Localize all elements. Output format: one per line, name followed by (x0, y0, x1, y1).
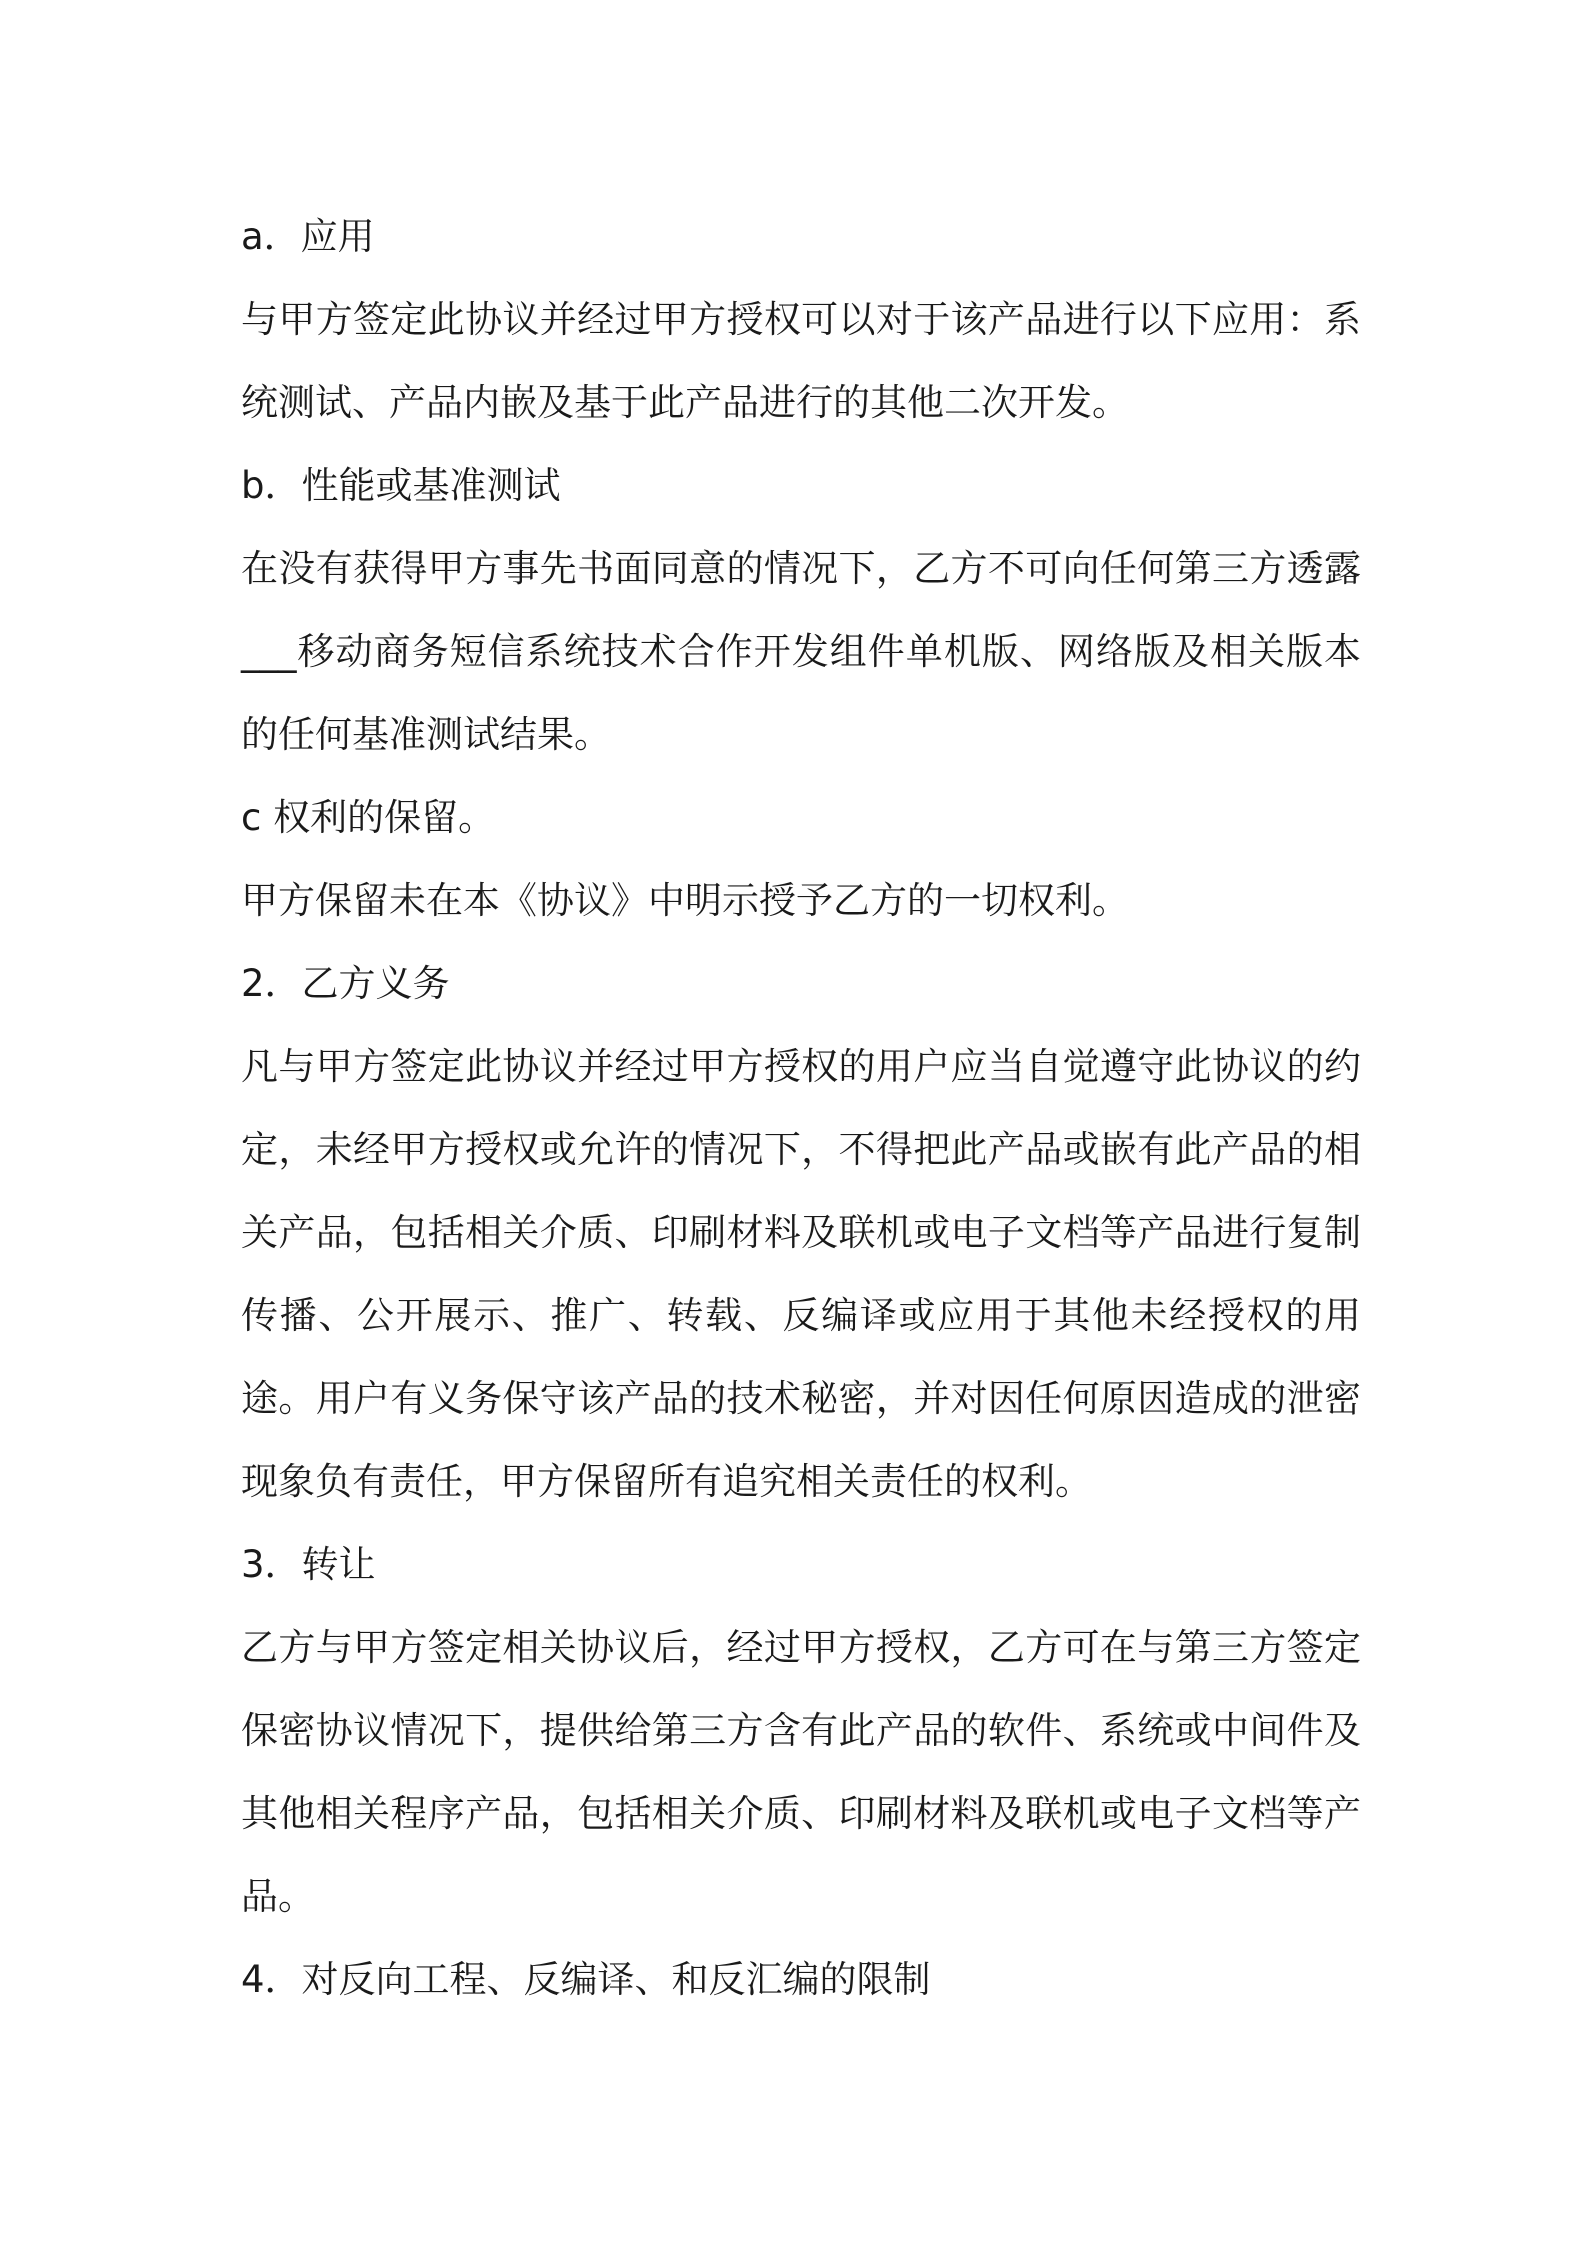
section-heading-rights-reserved: c 权利的保留。 (241, 796, 496, 839)
paragraph-rights-reserved: 甲方保留未在本《协议》中明示授予乙方的一切权利。 (241, 879, 1129, 922)
section-heading-party-b-obligations: 2．乙方义务 (241, 962, 450, 1005)
document-body (241, 195, 1361, 2021)
paragraph-transfer: 乙方与甲方签定相关协议后，经过甲方授权，乙方可在与第三方签定保密协议情况下，提供给第三方含有此产品的软件、系统或中间件及其他相关程序产品，包括相关介质、印刷材料及联机或电子文档等产品。 (241, 1626, 1361, 1918)
section-heading-transfer: 3．转让 (241, 1543, 376, 1586)
paragraph-party-b-obligations: 凡与甲方签定此协议并经过甲方授权的用户应当自觉遵守此协议的约定，未经甲方授权或允许的情况下，不得把此产品或嵌有此产品的相关产品，包括相关介质、印刷材料及联机或电子文档等产品进行复制传播、公开展示、推广、转载、反编译或应用于其他未经授权的用途。用户有义务保守该产品的技术秘密，并对因任何原因造成的泄密现象负有责任，甲方保留所有追究相关责任的权利。 (241, 1045, 1361, 1503)
section-heading-application: a．应用 (241, 215, 375, 258)
section-heading-benchmark: b．性能或基准测试 (241, 464, 561, 507)
section-heading-reverse-engineering: 4．对反向工程、反编译、和反汇编的限制 (241, 1958, 931, 2001)
paragraph-benchmark: 在没有获得甲方事先书面同意的情况下，乙方不可向任何第三方透露___移动商务短信系统技术合作开发组件单机版、网络版及相关版本的任何基准测试结果。 (241, 547, 1361, 756)
paragraph-application: 与甲方签定此协议并经过甲方授权可以对于该产品进行以下应用：系统测试、产品内嵌及基于此产品进行的其他二次开发。 (241, 298, 1361, 424)
